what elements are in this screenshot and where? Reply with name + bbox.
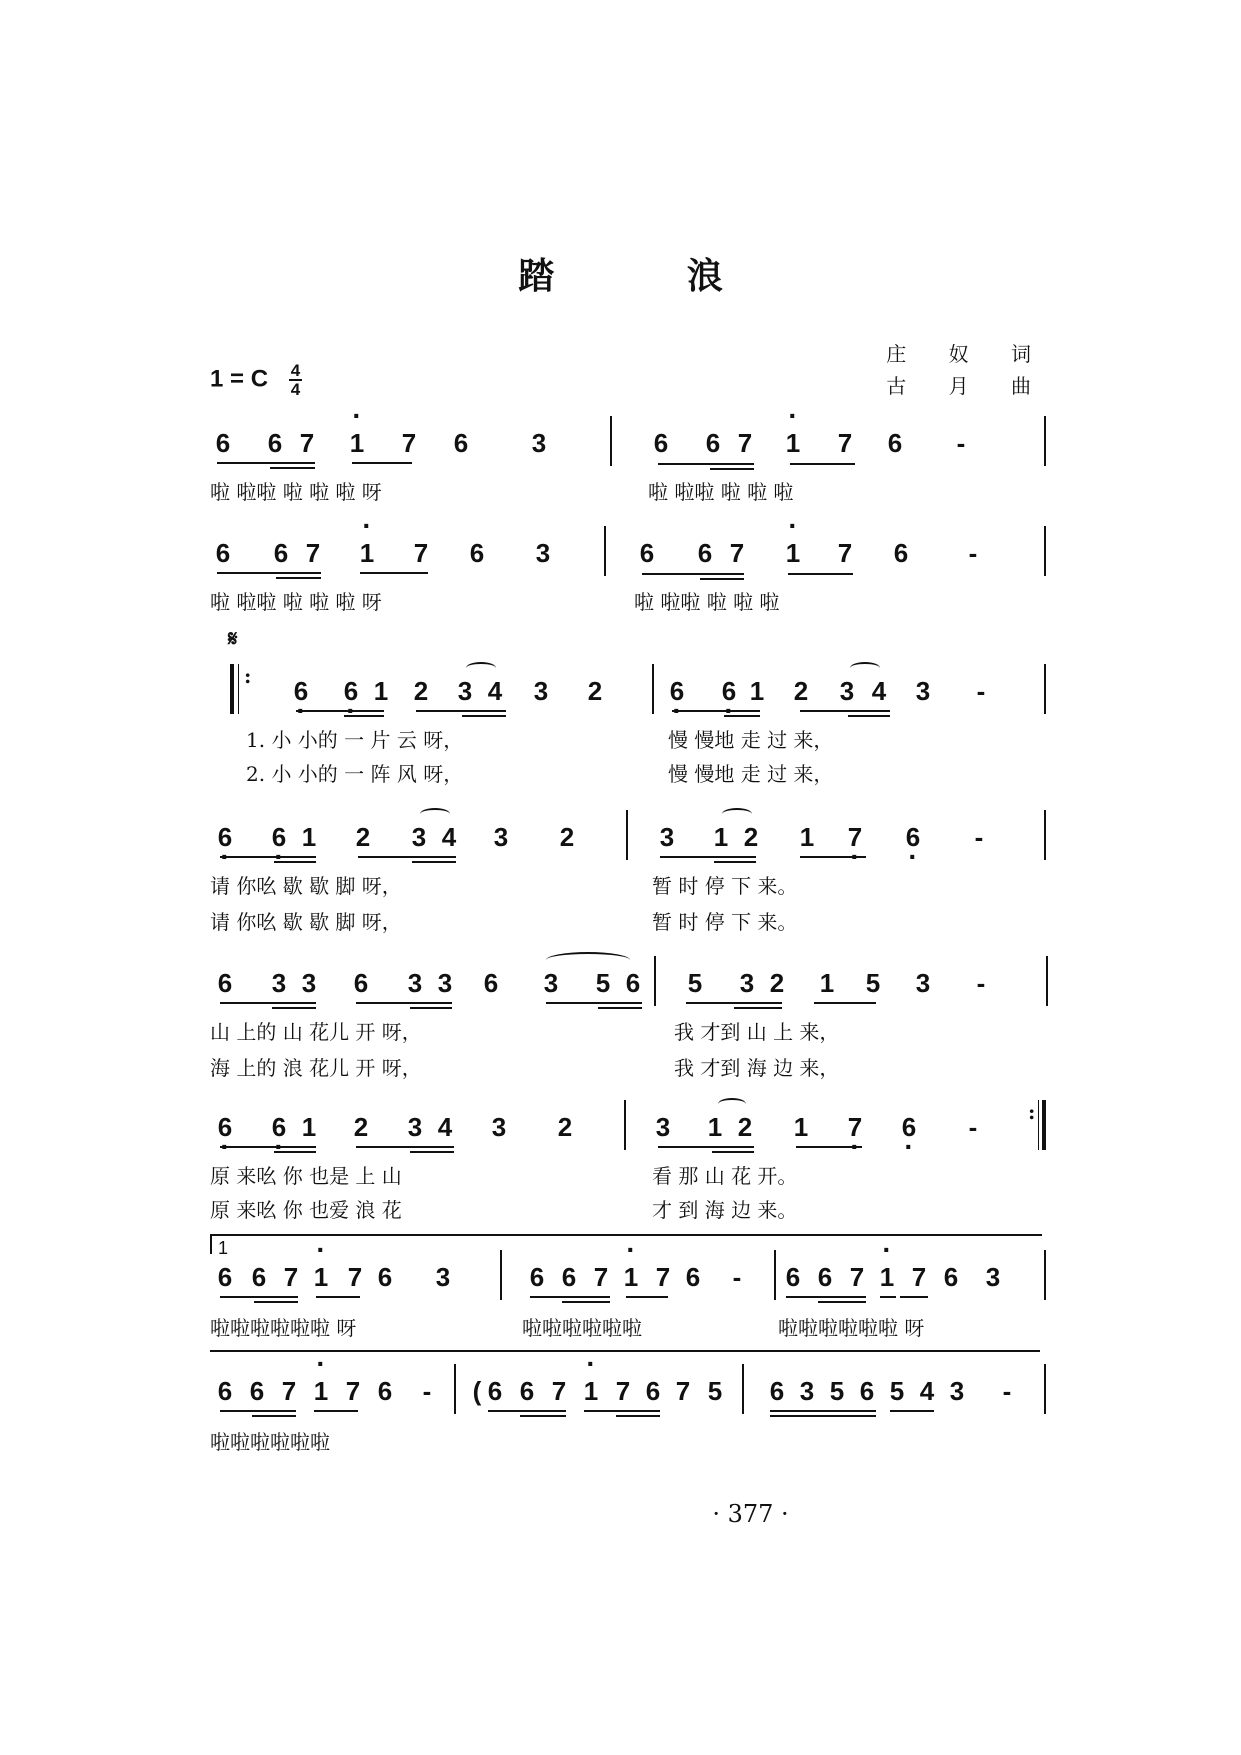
beam-underline xyxy=(790,463,855,465)
note: 3 xyxy=(411,822,427,852)
beam-underline xyxy=(220,856,316,858)
time-signature xyxy=(289,362,302,398)
slur-arc xyxy=(546,952,630,968)
beam-underline xyxy=(520,1415,566,1417)
note: 4 xyxy=(437,1112,453,1142)
repeat-start-thick xyxy=(230,664,234,714)
note: 6 xyxy=(251,1262,267,1292)
beam-underline xyxy=(220,1002,316,1004)
note: 1 xyxy=(373,676,389,706)
note: - xyxy=(976,676,986,706)
note: 6 xyxy=(453,428,469,458)
beam-underline xyxy=(274,1151,316,1153)
bar-line xyxy=(742,1364,744,1414)
note: 5 xyxy=(595,968,611,998)
note: 4 xyxy=(487,676,503,706)
beam-underline xyxy=(530,1296,610,1298)
bar-line xyxy=(610,416,612,466)
note: 6 · xyxy=(340,676,362,707)
beam-underline xyxy=(800,856,866,858)
beam-underline xyxy=(316,1296,360,1298)
slur-arc xyxy=(718,1098,746,1110)
note: 6 xyxy=(215,428,231,458)
note: 6 xyxy=(887,428,903,458)
beam-underline xyxy=(796,1146,862,1148)
lyrics-line: 啦 啦啦 啦 啦 啦 xyxy=(648,480,794,504)
beam-underline xyxy=(598,1007,642,1009)
note: 6 xyxy=(685,1262,701,1292)
lyrics-verse-1: 1. 小 小的 一 片 云 呀， xyxy=(246,728,464,752)
note: 3 xyxy=(435,1262,451,1292)
slur-arc xyxy=(722,808,752,820)
beam-underline xyxy=(900,1296,928,1298)
beam-underline xyxy=(546,1002,642,1004)
lyrics-line: 啦啦啦啦啦啦 呀 xyxy=(210,1316,357,1340)
note: 6 · xyxy=(268,822,290,853)
note: - xyxy=(956,428,966,458)
note: 2 xyxy=(559,822,575,852)
note: 3 xyxy=(915,968,931,998)
beam-underline xyxy=(254,1301,298,1303)
note: 7 xyxy=(551,1376,567,1406)
note: 7 xyxy=(347,1262,363,1292)
note: 6 xyxy=(487,1376,503,1406)
lyrics-verse-2: 海 上的 浪 花儿 开 呀， xyxy=(210,1056,422,1080)
segno-sign: 𝄋 xyxy=(228,626,238,652)
note: 2 xyxy=(743,822,759,852)
note: 7 xyxy=(615,1376,631,1406)
beam-underline xyxy=(848,715,890,717)
bar-line xyxy=(1044,1250,1046,1300)
beam-underline xyxy=(356,1146,454,1148)
time-numerator: 4 xyxy=(290,361,301,380)
beam-underline xyxy=(786,1296,866,1298)
beam-underline xyxy=(296,710,384,712)
bar-line xyxy=(626,810,628,860)
note: - xyxy=(422,1376,432,1406)
note: 6 xyxy=(639,538,655,568)
beam-underline xyxy=(416,710,506,712)
note: 7 xyxy=(837,538,853,568)
bar-line xyxy=(454,1364,456,1414)
note: · 1 xyxy=(356,538,378,569)
beam-underline xyxy=(584,1410,660,1412)
note: 6 xyxy=(529,1262,545,1292)
bar-line xyxy=(1044,1364,1046,1414)
note: 6 xyxy=(217,1376,233,1406)
bar-line xyxy=(652,664,654,714)
note: 7 xyxy=(281,1376,297,1406)
lyrics-verse-1: 暂 时 停 下 来。 xyxy=(652,874,798,898)
note: 2 xyxy=(737,1112,753,1142)
note: 5 xyxy=(707,1376,723,1406)
beam-underline xyxy=(412,861,456,863)
note: 6 xyxy=(215,538,231,568)
note: 6 xyxy=(267,428,283,458)
note: 6 xyxy=(697,538,713,568)
note: 3 xyxy=(799,1376,815,1406)
note: 5 xyxy=(865,968,881,998)
note: 3 xyxy=(915,676,931,706)
bar-line xyxy=(654,956,656,1006)
note: 4 xyxy=(441,822,457,852)
beam-underline xyxy=(272,1007,316,1009)
beam-underline xyxy=(800,710,890,712)
lyrics-verse-2: 2. 小 小的 一 阵 风 呀， xyxy=(246,762,464,786)
slur-arc xyxy=(850,662,880,674)
note: 6 xyxy=(653,428,669,458)
repeat-end-thin xyxy=(1038,1100,1039,1150)
lyrics-line: 啦 啦啦 啦 啦 啦 呀 xyxy=(210,590,382,614)
note: 6 · xyxy=(214,822,236,853)
lyricist-credit: 庄 奴 词 xyxy=(886,342,1049,366)
beam-underline xyxy=(410,1007,452,1009)
beam-underline xyxy=(616,1415,660,1417)
beam-underline xyxy=(562,1301,610,1303)
beam-underline xyxy=(220,1410,296,1412)
note: 7 xyxy=(849,1262,865,1292)
note: 1 xyxy=(707,1112,723,1142)
note: - xyxy=(968,1112,978,1142)
beam-underline xyxy=(314,1410,358,1412)
slur-arc xyxy=(420,808,450,820)
beam-underline xyxy=(710,468,754,470)
lyrics-verse-2: 才 到 海 边 来。 xyxy=(652,1198,798,1222)
beam-underline xyxy=(658,463,754,465)
note: 3 xyxy=(985,1262,1001,1292)
note: 7 xyxy=(675,1376,691,1406)
beam-underline xyxy=(890,1410,934,1412)
note: ( xyxy=(472,1376,482,1406)
note: 3 xyxy=(533,676,549,706)
beam-underline xyxy=(488,1410,566,1412)
lyrics-verse-1: 山 上的 山 花儿 开 呀， xyxy=(210,1020,422,1044)
note: 6 xyxy=(859,1376,875,1406)
note: 7 xyxy=(593,1262,609,1292)
note: 7 xyxy=(401,428,417,458)
lyrics-line: 啦啦啦啦啦啦 呀 xyxy=(778,1316,925,1340)
note: 5 xyxy=(829,1376,845,1406)
beam-underline xyxy=(770,1415,876,1417)
note: 6 · xyxy=(718,676,740,707)
note: 6 · xyxy=(214,1112,236,1143)
beam-underline xyxy=(626,1296,668,1298)
lyrics-verse-1: 原 来吆 你 也是 上 山 xyxy=(210,1164,402,1188)
note: 6 xyxy=(377,1262,393,1292)
note: 5 xyxy=(687,968,703,998)
beam-underline xyxy=(658,1146,754,1148)
note: 6 xyxy=(519,1376,535,1406)
note: 7 xyxy=(345,1376,361,1406)
note: - xyxy=(732,1262,742,1292)
note: 1 xyxy=(799,822,815,852)
note: 1 xyxy=(301,822,317,852)
bar-line xyxy=(1044,664,1046,714)
note: 6 · xyxy=(898,1112,920,1143)
key-signature xyxy=(210,362,302,398)
note: 6 xyxy=(483,968,499,998)
note: 3 xyxy=(659,822,675,852)
bar-line xyxy=(1044,526,1046,576)
note: 7 · xyxy=(844,822,866,853)
note: 3 xyxy=(491,1112,507,1142)
note: · 1 xyxy=(310,1262,332,1293)
note: · 1 xyxy=(580,1376,602,1407)
repeat-start-thin xyxy=(238,664,239,714)
note: 6 xyxy=(217,968,233,998)
note: 6 xyxy=(469,538,485,568)
note: 4 xyxy=(919,1376,935,1406)
lyrics-verse-1: 慢 慢地 走 过 来， xyxy=(668,728,834,752)
lyrics-line: 啦啦啦啦啦啦 xyxy=(210,1430,330,1454)
note: 6 xyxy=(353,968,369,998)
note: 6 · xyxy=(902,822,924,853)
note: 1 xyxy=(301,1112,317,1142)
lyrics-verse-1: 请 你吆 歇 歇 脚 呀， xyxy=(210,874,402,898)
note: 3 xyxy=(839,676,855,706)
note: 3 xyxy=(493,822,509,852)
bar-line xyxy=(604,526,606,576)
system-divider xyxy=(210,1350,1040,1352)
note: - xyxy=(974,822,984,852)
repeat-dots: : xyxy=(244,664,252,688)
bar-line xyxy=(500,1250,502,1300)
note: 6 xyxy=(893,538,909,568)
note: 6 xyxy=(705,428,721,458)
beam-underline xyxy=(686,1002,782,1004)
note: 7 xyxy=(283,1262,299,1292)
page-number: · 377 · xyxy=(712,1500,789,1528)
slur-arc xyxy=(466,662,496,674)
note: 3 xyxy=(949,1376,965,1406)
note: 7 · xyxy=(844,1112,866,1143)
lyrics-verse-2: 暂 时 停 下 来。 xyxy=(652,910,798,934)
beam-underline xyxy=(788,573,853,575)
note: 2 xyxy=(769,968,785,998)
bar-line xyxy=(1044,810,1046,860)
beam-underline xyxy=(712,1151,754,1153)
key-label: 1 = C xyxy=(210,365,269,393)
beam-underline xyxy=(360,572,428,574)
beam-underline xyxy=(660,856,756,858)
bar-line xyxy=(624,1100,626,1150)
note: 6 xyxy=(769,1376,785,1406)
beam-underline xyxy=(642,573,744,575)
note: 6 xyxy=(817,1262,833,1292)
note: 7 xyxy=(729,538,745,568)
beam-underline xyxy=(410,1151,454,1153)
note: 6 xyxy=(561,1262,577,1292)
beam-underline xyxy=(274,861,316,863)
bar-line xyxy=(1046,956,1048,1006)
note: 6 xyxy=(273,538,289,568)
note: 6 xyxy=(625,968,641,998)
note: 3 xyxy=(655,1112,671,1142)
lyrics-verse-2: 原 来吆 你 也爱 浪 花 xyxy=(210,1198,402,1222)
beam-underline xyxy=(220,1146,316,1148)
note: 3 xyxy=(531,428,547,458)
note: · 1 xyxy=(310,1376,332,1407)
note: 6 xyxy=(785,1262,801,1292)
beam-underline xyxy=(724,715,760,717)
lyrics-verse-2: 慢 慢地 走 过 来， xyxy=(668,762,834,786)
note: 7 xyxy=(305,538,321,568)
beam-underline xyxy=(770,1410,876,1412)
note: 5 xyxy=(889,1376,905,1406)
beam-underline xyxy=(672,710,760,712)
note: 7 xyxy=(911,1262,927,1292)
note: 3 xyxy=(739,968,755,998)
note: 2 xyxy=(353,1112,369,1142)
note: - xyxy=(976,968,986,998)
note: 4 xyxy=(871,676,887,706)
note: 6 · xyxy=(290,676,312,707)
composer-credit: 古 月 曲 xyxy=(886,374,1049,398)
note: 2 xyxy=(793,676,809,706)
bar-line xyxy=(1044,416,1046,466)
note: 7 xyxy=(299,428,315,458)
note: 3 xyxy=(301,968,317,998)
note: 1 xyxy=(793,1112,809,1142)
note: 6 xyxy=(943,1262,959,1292)
lyrics-verse-1: 我 才到 山 上 来， xyxy=(674,1020,840,1044)
note: 6 · xyxy=(268,1112,290,1143)
beam-underline xyxy=(714,861,756,863)
note: 1 xyxy=(819,968,835,998)
note: 7 xyxy=(737,428,753,458)
note: 7 xyxy=(413,538,429,568)
note: 3 xyxy=(437,968,453,998)
note: 6 · xyxy=(666,676,688,707)
lyrics-verse-2: 请 你吆 歇 歇 脚 呀， xyxy=(210,910,402,934)
note: · 1 xyxy=(346,428,368,459)
note: - xyxy=(968,538,978,568)
lyrics-line: 啦 啦啦 啦 啦 啦 xyxy=(634,590,780,614)
lyrics-line: 啦 啦啦 啦 啦 啦 呀 xyxy=(210,480,382,504)
note: 1 xyxy=(749,676,765,706)
lyrics-line: 啦啦啦啦啦啦 xyxy=(522,1316,642,1340)
beam-underline xyxy=(880,1296,896,1298)
repeat-end-thick xyxy=(1042,1100,1046,1150)
time-denominator: 4 xyxy=(290,380,301,399)
beam-underline xyxy=(217,572,321,574)
repeat-dots: : xyxy=(1028,1100,1036,1124)
note: · 1 xyxy=(620,1262,642,1293)
volta-number: 1 xyxy=(218,1238,229,1258)
note: · 1 xyxy=(876,1262,898,1293)
beam-underline xyxy=(270,467,315,469)
note: 7 xyxy=(655,1262,671,1292)
note: 2 xyxy=(587,676,603,706)
beam-underline xyxy=(217,462,315,464)
beam-underline xyxy=(344,715,384,717)
song-title: 踏 浪 xyxy=(518,255,783,297)
beam-underline xyxy=(700,578,744,580)
beam-underline xyxy=(220,1296,298,1298)
lyrics-verse-2: 我 才到 海 边 来， xyxy=(674,1056,840,1080)
note: 1 xyxy=(713,822,729,852)
beam-underline xyxy=(734,1007,782,1009)
bar-line xyxy=(774,1250,776,1300)
note: 3 xyxy=(407,1112,423,1142)
note: · 1 xyxy=(782,428,804,459)
note: 2 xyxy=(557,1112,573,1142)
note: 6 xyxy=(645,1376,661,1406)
note: 2 xyxy=(355,822,371,852)
beam-underline xyxy=(814,1002,876,1004)
beam-underline xyxy=(462,715,506,717)
note: 6 xyxy=(377,1376,393,1406)
beam-underline xyxy=(818,1301,866,1303)
beam-underline xyxy=(358,856,456,858)
note: 3 xyxy=(543,968,559,998)
note: 3 xyxy=(535,538,551,568)
beam-underline xyxy=(252,1415,296,1417)
note: 3 xyxy=(271,968,287,998)
note: 3 xyxy=(407,968,423,998)
note: 3 xyxy=(457,676,473,706)
beam-underline xyxy=(352,462,412,464)
note: 2 xyxy=(413,676,429,706)
note: 7 xyxy=(837,428,853,458)
lyrics-verse-1: 看 那 山 花 开。 xyxy=(652,1164,798,1188)
beam-underline xyxy=(356,1002,452,1004)
note: 6 xyxy=(249,1376,265,1406)
beam-underline xyxy=(276,577,321,579)
note: 6 xyxy=(217,1262,233,1292)
note: - xyxy=(1002,1376,1012,1406)
note: · 1 xyxy=(782,538,804,569)
